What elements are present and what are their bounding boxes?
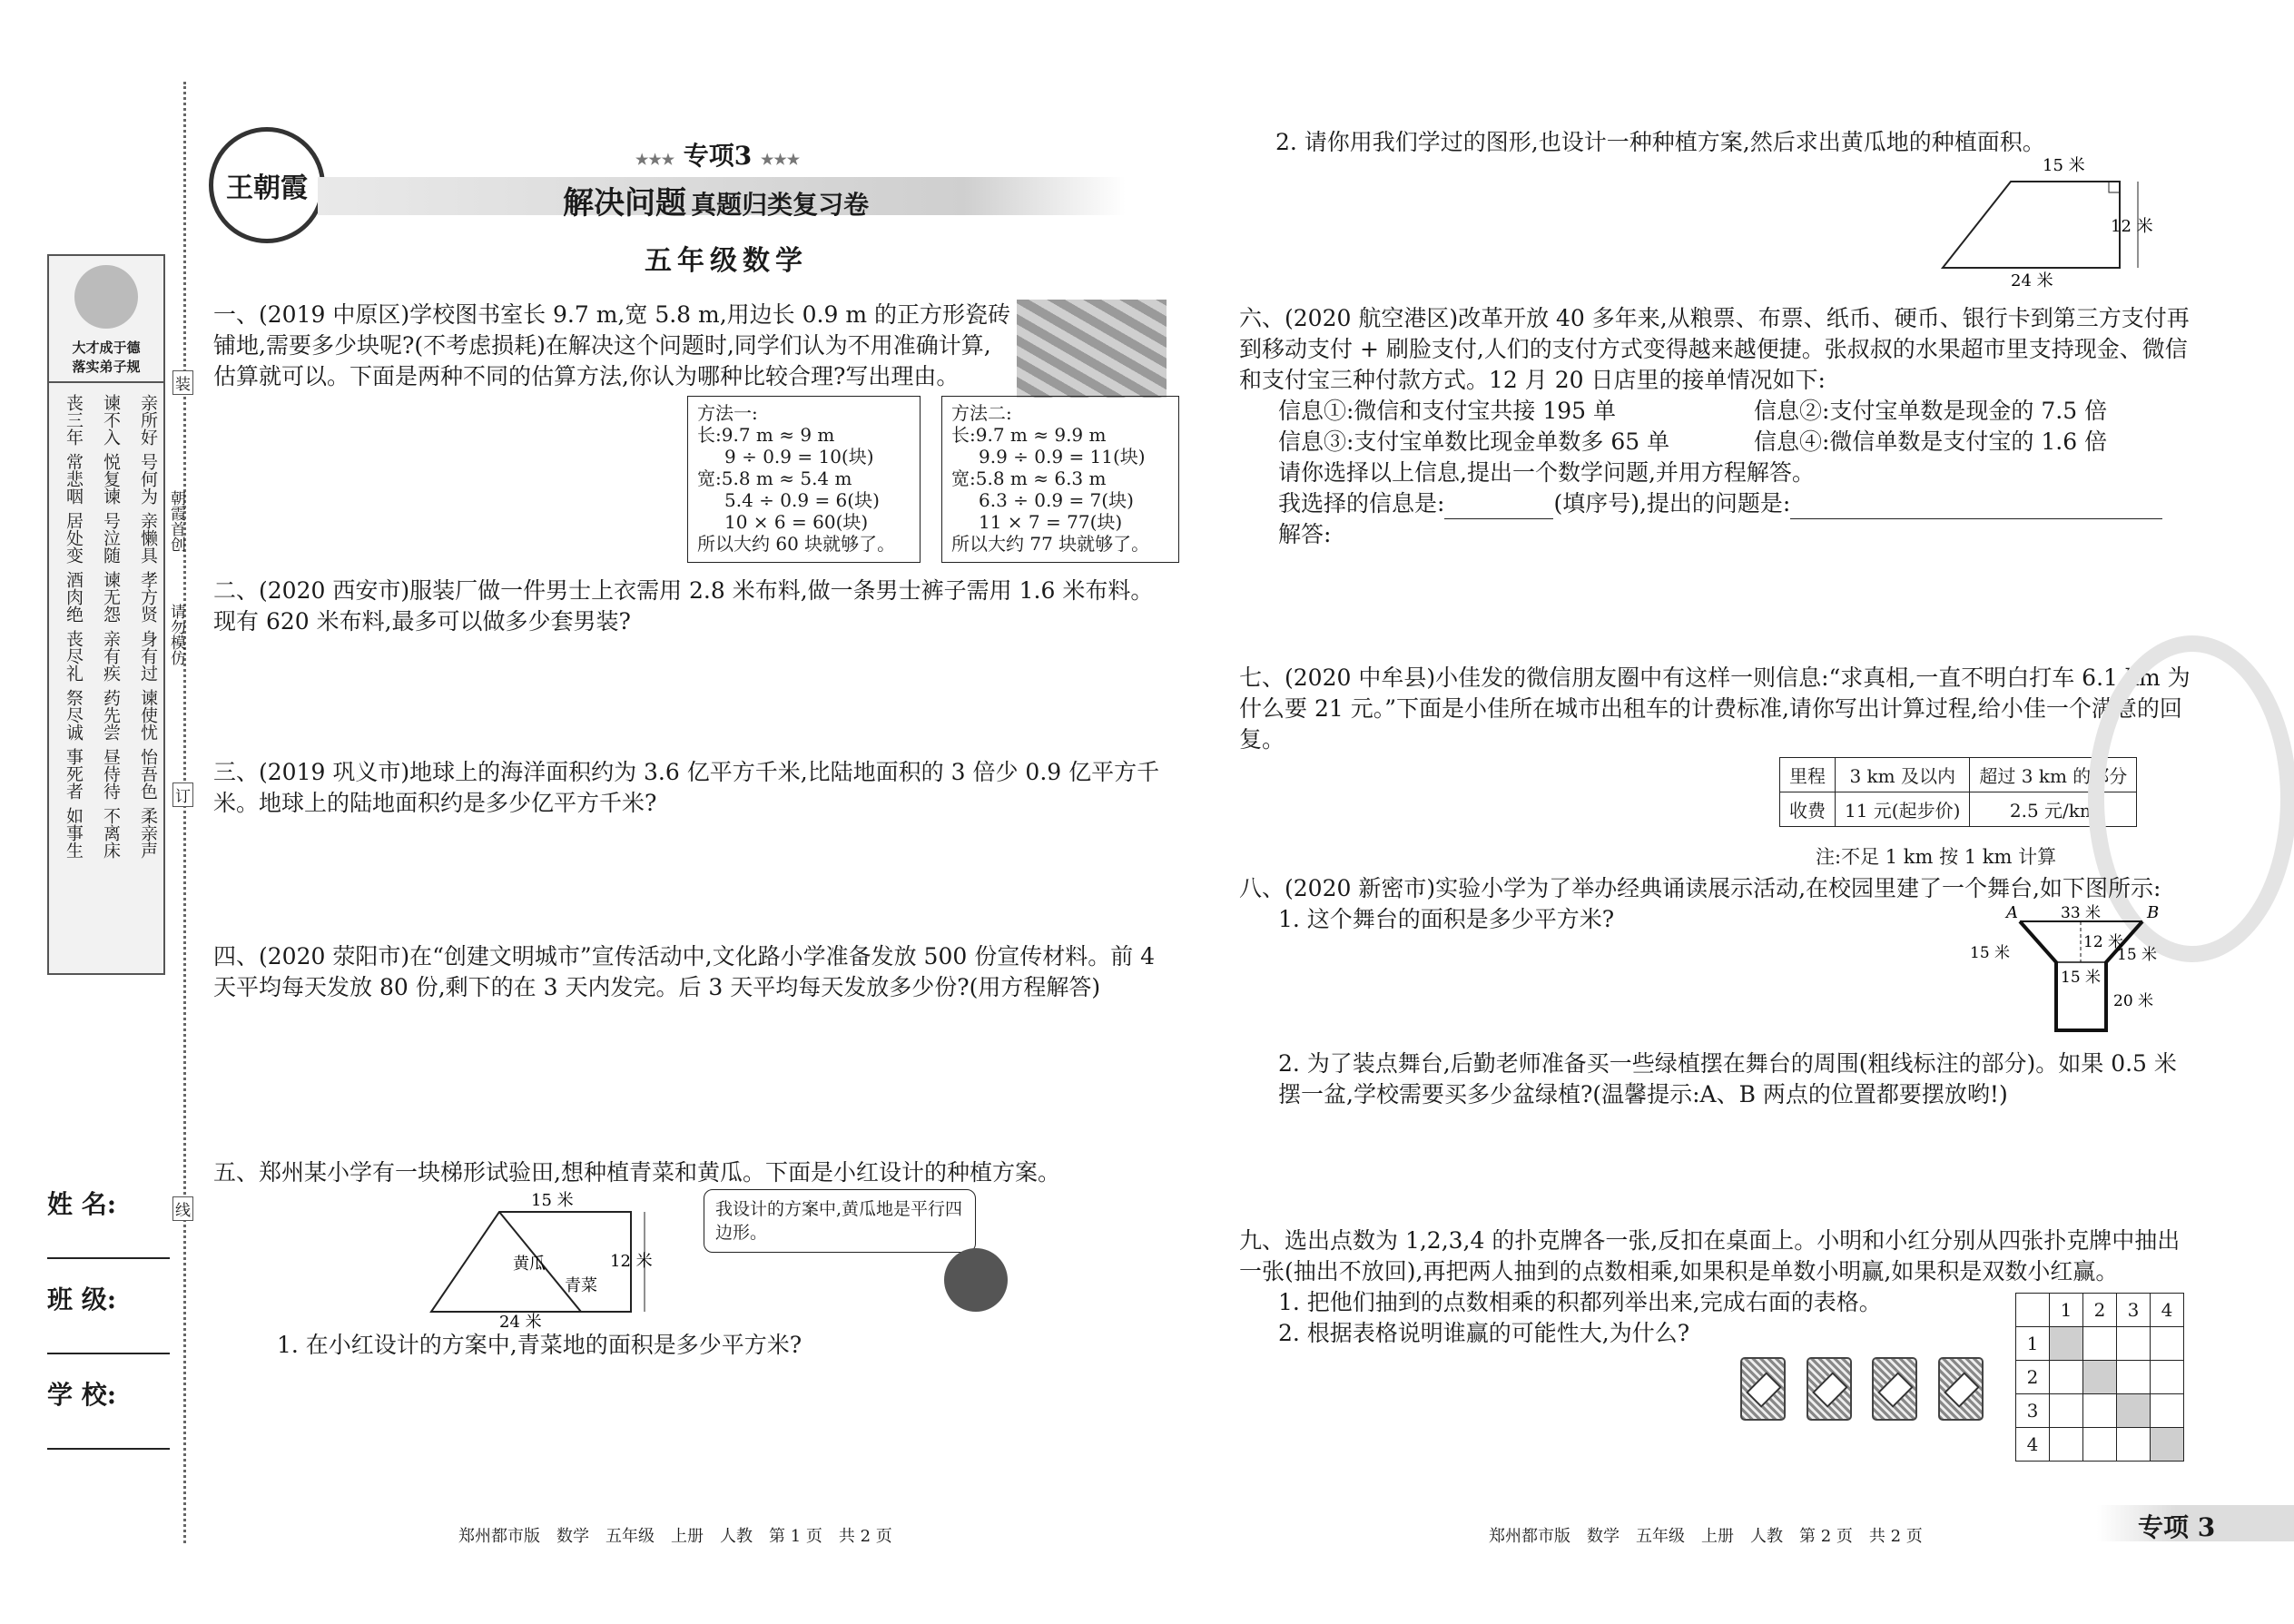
title-bold: 解决问题 — [563, 185, 686, 221]
taxi-table-row — [1780, 758, 2137, 792]
question-2-text: 二、(2020 西安市)服装厂做一件男士上衣需用 2.8 米布料,做一条男士裤子需用 1.6 米布料。现有 620 米布料,最多可以做多少套男装? — [213, 577, 1154, 635]
logo-badge — [209, 127, 325, 243]
name-label: 姓 名: — [47, 1189, 117, 1219]
trapezoid-diagram-2 — [1925, 154, 2161, 290]
question-6-text: 六、(2020 航空港区)改革开放 40 多年来,从粮票、布票、纸币、硬币、银行卡到第三方支付再到移动支付 + 刷脸支付,人们的支付方式变得越来越便捷。张叔叔的水果超市里支持现金、微信和支付宝三种付款方式。12 月 20 日店里的接单情况如下: — [1239, 305, 2190, 393]
vertical-note-1: 朝霞首创 — [167, 490, 185, 552]
method-2-box — [941, 396, 1179, 563]
method-line: 方法一: — [697, 402, 758, 424]
taxi-cell: 收费 — [1780, 792, 1836, 827]
sidebar-figure — [74, 265, 138, 329]
section-tag — [2097, 1505, 2294, 1541]
grid-row — [2016, 1361, 2184, 1394]
question-8-sub2 — [1278, 1048, 2195, 1110]
grid-header-cell: 3 — [2117, 1294, 2151, 1327]
verse-column: 如事生 — [64, 807, 84, 859]
motto-line-2: 落实弟子规 — [49, 357, 163, 383]
q6-info-1: 信息①:微信和支付宝共接 195 单 — [1278, 398, 1617, 424]
stage-label-w: 15 米 — [2061, 969, 2102, 987]
q6-info-2: 信息②:支付宝单数是现金的 7.5 倍 — [1754, 398, 2108, 424]
method-line: 10 × 6 = 60(块) — [724, 511, 869, 533]
question-9-sub1: 1. 把他们抽到的点数相乘的积都列举出来,完成右面的表格。 — [1278, 1289, 1882, 1315]
trapezoid-1-top-label: 15 米 — [531, 1191, 574, 1210]
question-7-text: 七、(2020 中牟县)小佳发的微信朋友圈中有这样一则信息:“求真相,一直不明白打车 6.1 km 为什么要 21 元。”下面是小佳所在城市出租车的计费标准,请你写出计算过程,给小佳一个满意的回复。 — [1239, 664, 2191, 753]
verse-column: 不离床 — [101, 807, 121, 859]
question-4-text: 四、(2020 荥阳市)在“创建文明城市”宣传活动中,文化路小学准备发放 500 份宣传材料。前 4 天平均每天发放 80 份,剩下的在 3 天内发完。后 3 天平均每天发放多少份?(用方程解答) — [213, 943, 1156, 1000]
grid-cell[interactable] — [2151, 1327, 2184, 1361]
question-9-sub2: 2. 根据表格说明谁赢的可能性大,为什么? — [1278, 1320, 1690, 1346]
verse-group — [54, 394, 158, 446]
method-line: 方法二: — [951, 402, 1012, 424]
grid-cell-shaded — [2050, 1327, 2083, 1361]
grid-header-cell: 2 — [2083, 1294, 2117, 1327]
stage-diagram — [1970, 903, 2170, 1035]
method-line: 5.4 ÷ 0.9 = 6(块) — [724, 489, 880, 511]
verse-column: 事死者 — [64, 748, 84, 800]
trapezoid-1-bottom-label: 24 米 — [499, 1313, 542, 1330]
girl-avatar — [944, 1248, 1008, 1312]
method-line: 9 ÷ 0.9 = 10(块) — [724, 446, 874, 468]
question-9-text: 九、选出点数为 1,2,3,4 的扑克牌各一张,反扣在桌面上。小明和小红分别从四张扑克牌中抽出一张(抽出不放回),再把两人抽到的点数相乘,如果积是单数小明赢,如果积是双数小红赢。 — [1239, 1227, 2181, 1284]
verse-column: 丧尽礼 — [64, 630, 84, 682]
name-field[interactable] — [47, 1185, 170, 1259]
grid-row — [2016, 1294, 2184, 1327]
q6-choose-line — [1278, 488, 2186, 519]
question-4 — [213, 941, 1171, 1003]
method-line: 9.9 ÷ 0.9 = 11(块) — [979, 446, 1146, 468]
school-label: 学 校: — [47, 1380, 117, 1410]
question-5-sub2-text: 2. 请你用我们学过的图形,也设计一种种植方案,然后求出黄瓜地的种植面积。 — [1275, 129, 2045, 155]
stage-label-b: B — [2147, 903, 2160, 922]
vertical-note-2: 请勿模仿 — [167, 604, 185, 665]
series-label: ★★★ 专项3 ★★★ — [635, 141, 801, 171]
trapezoid-diagram-1 — [418, 1189, 654, 1330]
question-5-sub1 — [277, 1330, 1094, 1361]
verse-column: 亲有疾 — [101, 630, 121, 682]
question-8-sub2-text: 2. 为了装点舞台,后勤老师准备买一些绿植摆在舞台的周围(粗线标注的部分)。如果 0.5 米摆一盆,学校需要买多少盆绿植?(温馨提示:A、B 两点的位置都要摆放哟!) — [1278, 1050, 2177, 1107]
stage-label-left: 15 米 — [1970, 944, 2011, 962]
question-7 — [1239, 663, 2201, 755]
grid-cell[interactable] — [2117, 1428, 2151, 1462]
sidebar-motto-box — [47, 254, 165, 975]
trapezoid-2-right-angle — [2109, 182, 2120, 192]
class-label: 班 级: — [47, 1284, 117, 1314]
q6-info-3: 信息③:支付宝单数比现金单数多 65 单 — [1278, 428, 1670, 455]
verse-column: 药先尝 — [101, 689, 121, 741]
footer-left: 郑州都市版 数学 五年级 上册 人教 第 1 页 共 2 页 — [458, 1527, 892, 1546]
taxi-cell: 里程 — [1780, 758, 1836, 792]
region-vegetable: 青菜 — [565, 1276, 597, 1295]
stage-label-right: 15 米 — [2117, 946, 2158, 964]
floor-tile-image — [1017, 300, 1167, 398]
verse-column: 号何为 — [138, 453, 158, 505]
grid-cell[interactable] — [2050, 1428, 2083, 1462]
footer-right: 郑州都市版 数学 五年级 上册 人教 第 2 页 共 2 页 — [1489, 1527, 1923, 1546]
grid-cell[interactable] — [2050, 1394, 2083, 1428]
q6-blank-2[interactable] — [1790, 495, 2162, 519]
poker-card — [1807, 1357, 1852, 1421]
question-9 — [1239, 1225, 2201, 1287]
page-title — [563, 178, 869, 222]
verse-group — [54, 689, 158, 741]
question-5 — [213, 1157, 1171, 1188]
taxi-cell: 3 km 及以内 — [1836, 758, 1970, 792]
speech-bubble — [704, 1189, 976, 1253]
q6-info-4: 信息④:微信单数是支付宝的 1.6 倍 — [1754, 428, 2108, 455]
method-line: 所以大约 77 块就够了。 — [951, 533, 1150, 555]
school-field[interactable] — [47, 1375, 170, 1450]
section-tag-text: 专项 3 — [2138, 1512, 2216, 1542]
grid-cell[interactable] — [2083, 1428, 2117, 1462]
method-line: 11 × 7 = 77(块) — [979, 511, 1123, 533]
question-5-text: 五、郑州某小学有一块梯形试验田,想种植青菜和黄瓜。下面是小红设计的种植方案。 — [213, 1159, 1060, 1186]
trapezoid-2-bottom-label: 24 米 — [2011, 271, 2053, 290]
question-2 — [213, 576, 1171, 637]
grid-corner — [2016, 1294, 2050, 1327]
q6-choose-b: (填序号),提出的问题是: — [1553, 490, 1791, 517]
grid-cell-shaded — [2117, 1394, 2151, 1428]
verse-column: 亲懒具 — [138, 512, 158, 564]
poker-card — [1740, 1357, 1786, 1421]
taxi-cell: 2.5 元/km — [1970, 792, 2137, 827]
grid-row-header: 2 — [2016, 1361, 2050, 1394]
q6-blank-1[interactable] — [1444, 495, 1553, 519]
trapezoid-2-height-label: 12 米 — [2111, 217, 2153, 236]
trapezoid-2-top-label: 15 米 — [2043, 156, 2085, 175]
margin-mark-3: 线 — [172, 1196, 193, 1221]
margin-mark-1: 装 — [172, 370, 193, 395]
method-1-box — [687, 396, 921, 563]
grid-cell[interactable] — [2151, 1361, 2184, 1394]
grid-header-cell: 4 — [2151, 1294, 2184, 1327]
taxi-cell: 11 元(起步价) — [1836, 792, 1970, 827]
verse-column: 孝方贤 — [138, 571, 158, 623]
question-1 — [213, 300, 1012, 392]
trapezoid-2-outline — [1943, 182, 2120, 268]
poker-card — [1938, 1357, 1984, 1421]
q6-prompt: 请你选择以上信息,提出一个数学问题,并用方程解答。 — [1278, 459, 1815, 486]
verse-block — [49, 383, 163, 870]
verse-column: 谏不入 — [101, 394, 121, 446]
logo-text: 王朝霞 — [226, 172, 308, 204]
product-grid — [2015, 1293, 2184, 1462]
q6-answer-label: 解答: — [1278, 521, 1332, 547]
method-line: 宽:5.8 m ≈ 5.4 m — [697, 468, 852, 489]
grid-cell[interactable] — [2083, 1394, 2117, 1428]
verse-column: 亲所好 — [138, 394, 158, 446]
verse-group — [54, 512, 158, 564]
verse-column: 祭尽诚 — [64, 689, 84, 741]
grid-row-header: 3 — [2016, 1394, 2050, 1428]
verse-column: 昼侍待 — [101, 748, 121, 800]
grid-cell[interactable] — [2083, 1327, 2117, 1361]
verse-column: 谏无怨 — [101, 571, 121, 623]
grid-cell[interactable] — [2117, 1361, 2151, 1394]
verse-column: 丧三年 — [64, 394, 84, 446]
grid-row-header: 4 — [2016, 1428, 2050, 1462]
question-3 — [213, 757, 1171, 819]
verse-column: 柔亲声 — [138, 807, 158, 859]
verse-group — [54, 807, 158, 859]
stage-label-a: A — [2006, 903, 2018, 922]
grid-row — [2016, 1428, 2184, 1462]
grid-cell[interactable] — [2117, 1327, 2151, 1361]
region-cucumber: 黄瓜 — [513, 1255, 546, 1274]
grid-row-header: 1 — [2016, 1327, 2050, 1361]
poker-card — [1872, 1357, 1917, 1421]
subtitle: 五年级数学 — [645, 245, 808, 277]
stage-label-d: 20 米 — [2113, 992, 2154, 1010]
method-line: 宽:5.8 m ≈ 6.3 m — [951, 468, 1107, 489]
grid-cell[interactable] — [2151, 1394, 2184, 1428]
taxi-fare-table — [1779, 757, 2137, 827]
motto-line-1: 大才成于德 — [72, 340, 141, 356]
margin-mark-2: 订 — [172, 782, 193, 807]
question-8 — [1239, 873, 2201, 904]
question-5-sub2 — [1275, 127, 2183, 158]
taxi-note: 注:不足 1 km 按 1 km 计算 — [1816, 846, 2057, 868]
method-line: 长:9.7 m ≈ 9 m — [697, 424, 835, 446]
verse-column: 谏使忧 — [138, 689, 158, 741]
question-1-text: 一、(2019 中原区)学校图书室长 9.7 m,宽 5.8 m,用边长 0.9 m 的正方形瓷砖铺地,需要多少块呢?(不考虑损耗)在解决这个问题时,同学们认为不用准确计算,估算就可以。下面是两种不同的估算方法,你认为哪种比较合理?写出理由。 — [213, 301, 1010, 389]
grid-row — [2016, 1327, 2184, 1361]
question-5-sub1-text: 1. 在小红设计的方案中,青菜地的面积是多少平方米? — [277, 1332, 802, 1358]
question-6 — [1239, 303, 2201, 396]
verse-column: 号泣随 — [101, 512, 121, 564]
binding-dotted-line — [183, 82, 186, 1543]
verse-column: 怡吾色 — [138, 748, 158, 800]
class-field[interactable] — [47, 1280, 170, 1354]
method-line: 长:9.7 m ≈ 9.9 m — [951, 424, 1107, 446]
verse-group — [54, 748, 158, 800]
grid-cell-shaded — [2083, 1361, 2117, 1394]
taxi-cell: 超过 3 km 的部分 — [1970, 758, 2137, 792]
question-8-sub1: 1. 这个舞台的面积是多少平方米? — [1278, 906, 1615, 932]
grid-cell-shaded — [2151, 1428, 2184, 1462]
taxi-table-row — [1780, 792, 2137, 827]
stage-label-top: 33 米 — [2061, 904, 2102, 922]
verse-group — [54, 571, 158, 623]
question-8-text: 八、(2020 新密市)实验小学为了举办经典诵读展示活动,在校园里建了一个舞台,如下图所示: — [1239, 875, 2161, 901]
grid-header-cell: 1 — [2050, 1294, 2083, 1327]
method-line: 所以大约 60 块就够了。 — [697, 533, 896, 555]
title-rest: 真题归类复习卷 — [691, 190, 870, 220]
grid-cell[interactable] — [2050, 1361, 2083, 1394]
question-3-text: 三、(2019 巩义市)地球上的海洋面积约为 3.6 亿平方千米,比陆地面积的 3 倍少 0.9 亿平方千米。地球上的陆地面积约是多少亿平方千米? — [213, 759, 1160, 816]
verse-column: 居处变 — [64, 512, 84, 564]
verse-column: 常悲咽 — [64, 453, 84, 505]
method-line: 6.3 ÷ 0.9 = 7(块) — [979, 489, 1134, 511]
verse-group — [54, 453, 158, 505]
stage-label-h: 12 米 — [2083, 933, 2124, 951]
speech-text: 我设计的方案中,黄瓜地是平行四边形。 — [715, 1199, 963, 1243]
verse-column: 悦复谏 — [101, 453, 121, 505]
verse-column: 酒肉绝 — [64, 571, 84, 623]
verse-column: 身有过 — [138, 630, 158, 682]
verse-group — [54, 630, 158, 682]
grid-row — [2016, 1394, 2184, 1428]
q6-choose-a: 我选择的信息是: — [1278, 490, 1445, 517]
trapezoid-1-height-label: 12 米 — [610, 1252, 653, 1271]
